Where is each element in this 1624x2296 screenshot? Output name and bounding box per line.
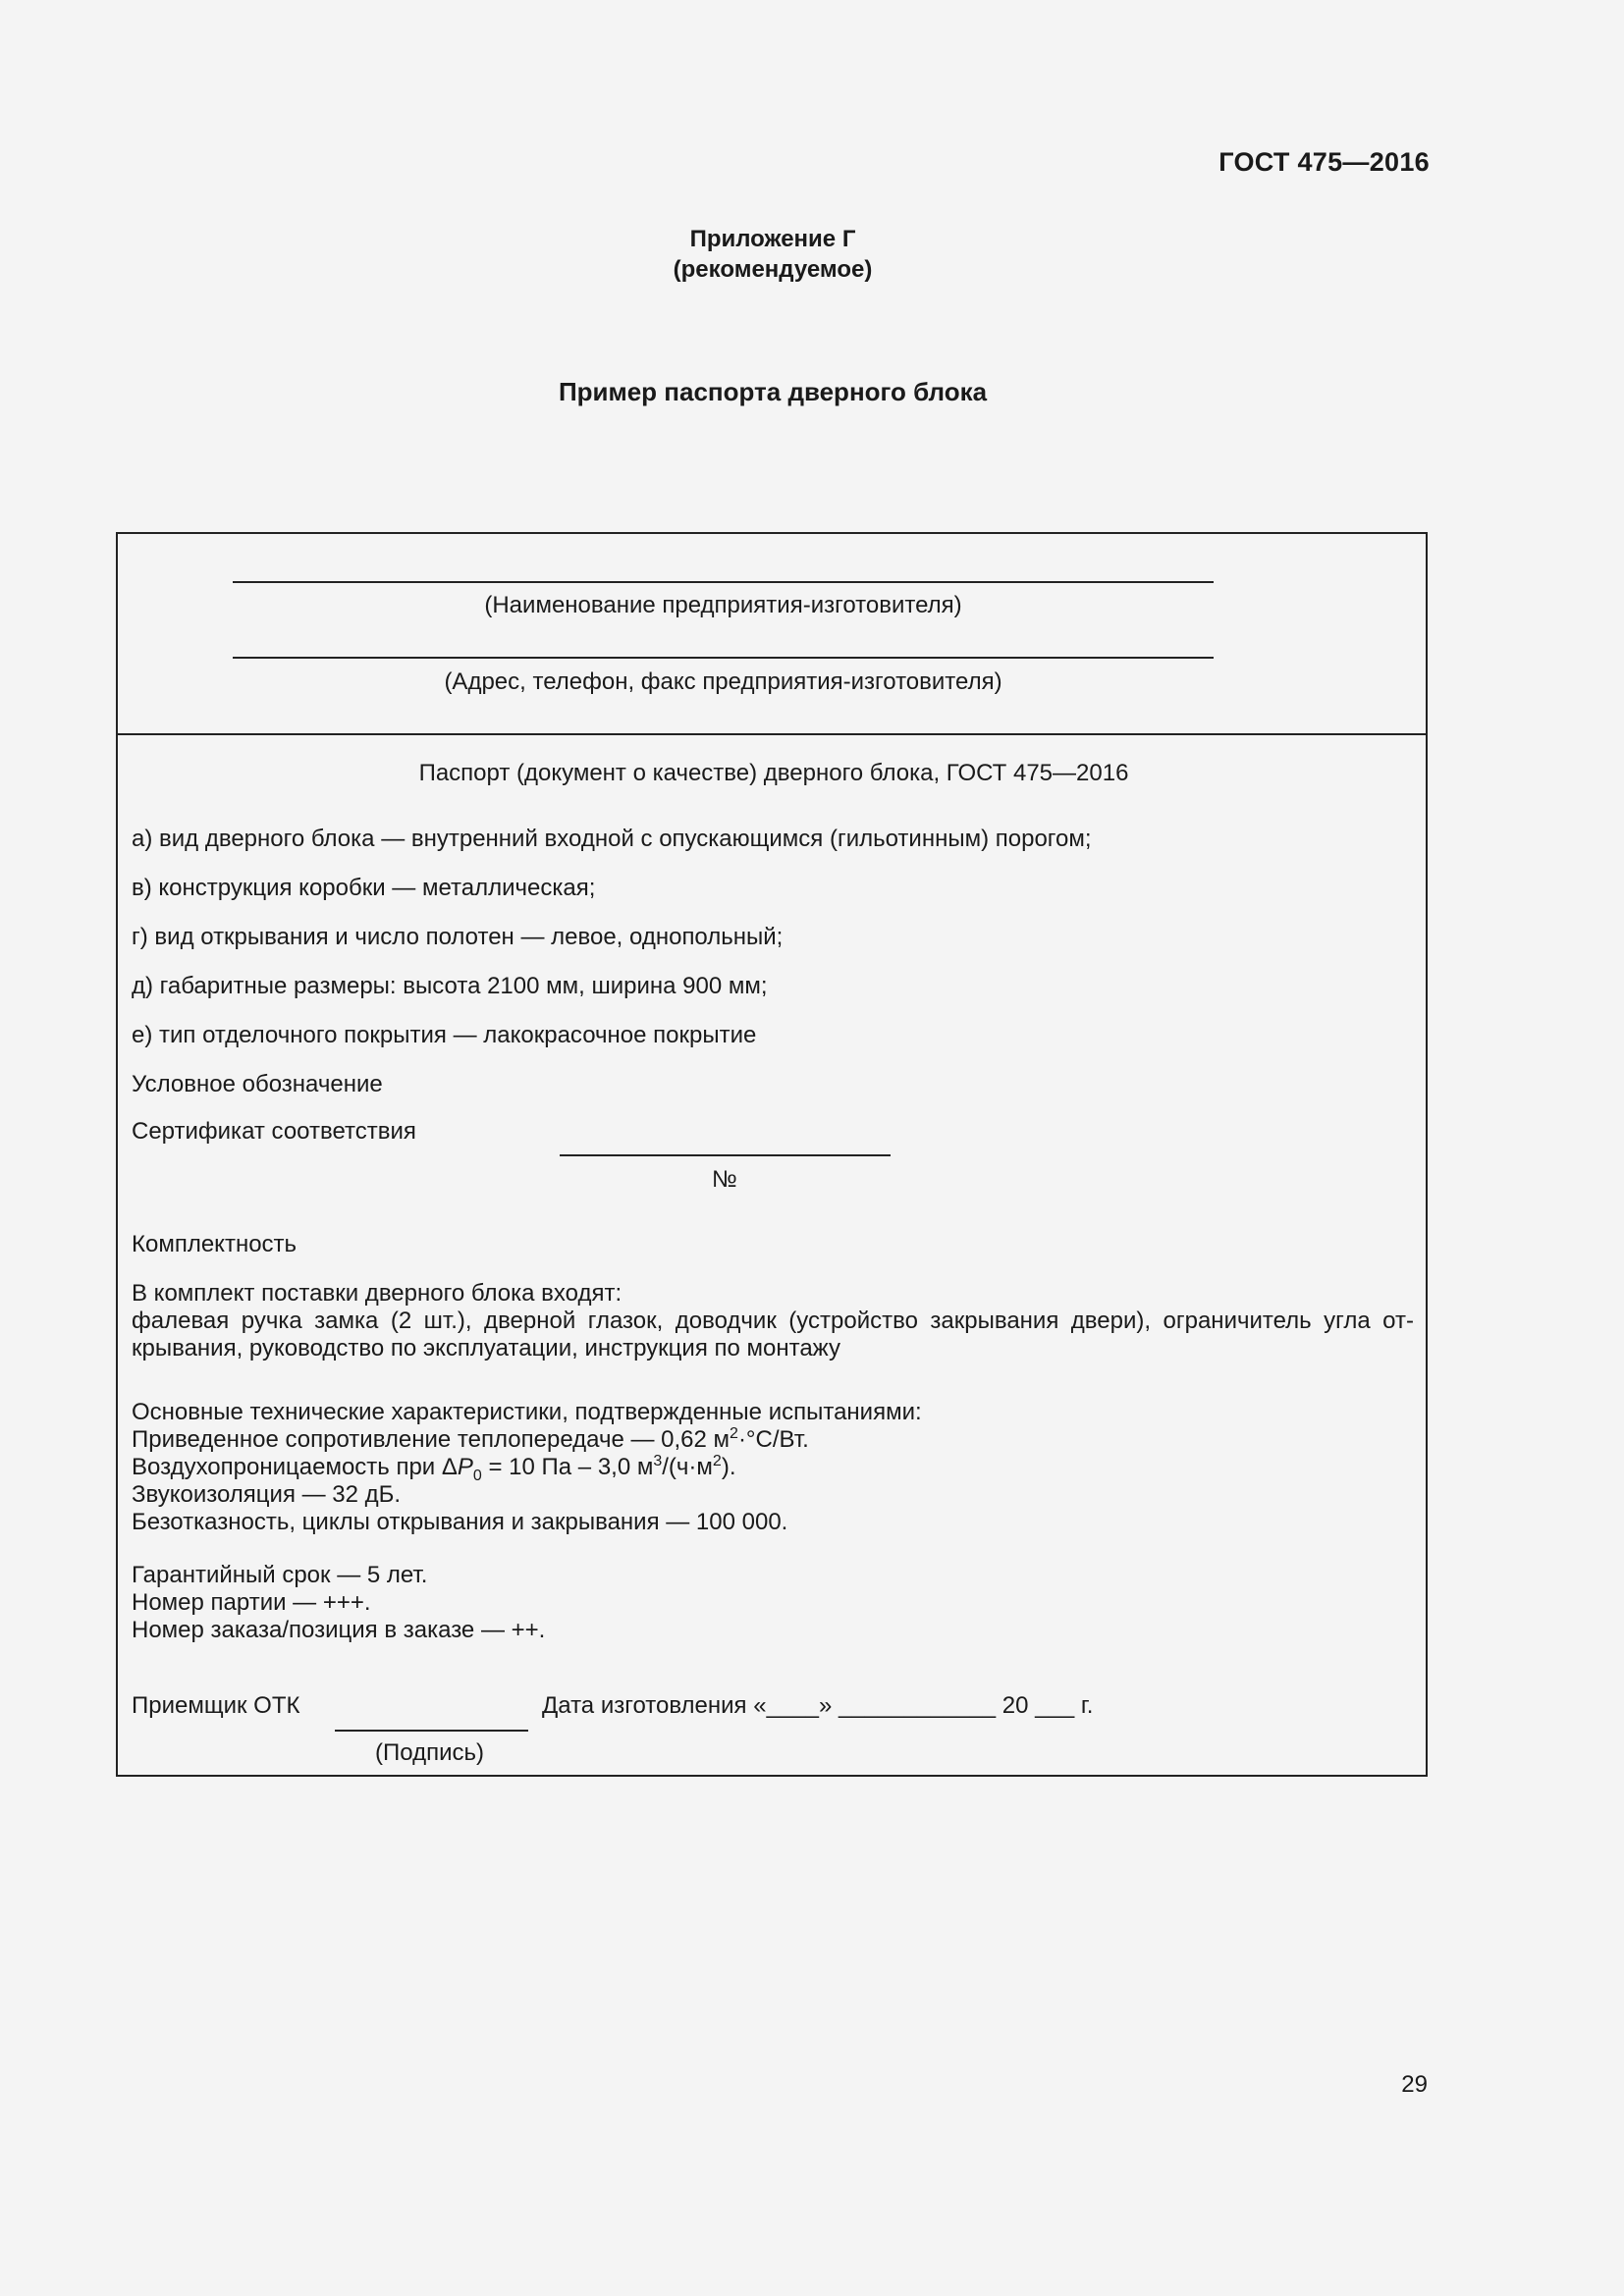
address-line [233, 657, 1214, 659]
order-number: Номер заказа/позиция в заказе — ++. [132, 1617, 546, 1643]
certificate-line [560, 1154, 891, 1156]
signature-line [335, 1730, 528, 1732]
certificate-number-sign: № [712, 1166, 737, 1193]
warranty: Гарантийный срок — 5 лет. [132, 1562, 428, 1588]
kit-items-line2: крывания, руководство по эксплуатации, инструкция по монтажу [132, 1335, 841, 1362]
address-caption: (Адрес, телефон, факс предприятия-изготовителя) [444, 668, 1002, 695]
signature-caption: (Подпись) [375, 1739, 484, 1766]
warranty-block [132, 1562, 1414, 1644]
inspector-label: Приемщик ОТК [132, 1692, 300, 1719]
appendix-status: (рекомендуемое) [673, 256, 873, 283]
kit-block [132, 1280, 1414, 1362]
designation-label: Условное обозначение [132, 1071, 383, 1097]
page-title: Пример паспорта дверного блока [558, 377, 988, 406]
kit-items-line1: фалевая ручка замка (2 шт.), дверной глазок, доводчик (устройство закрывания двери), ограничитель угла от- [132, 1308, 1414, 1334]
appendix-title: Приложение Г [689, 226, 856, 252]
document-code: ГОСТ 475—2016 [1218, 147, 1430, 177]
item-frame-construction: в) конструкция коробки — металлическая; [132, 875, 596, 901]
tech-block [132, 1399, 1414, 1536]
thermal-resistance: Приведенное сопротивление теплопередаче — 0,62 $м^2\cdot^\circ С/Вт$. [132, 1425, 809, 1453]
item-door-type: а) вид дверного блока — внутренний входной с опускающимся (гильотинным) порогом; [132, 826, 1092, 852]
air-permeability: Воздухопроницаемость при $\Delta P_0 = 10$ Па – 3,0 $м^3/(ч\cdot м^2)$. [132, 1453, 736, 1484]
item-dimensions: д) габаритные размеры: высота 2100 мм, ширина 900 мм; [132, 973, 768, 999]
item-finish: е) тип отделочного покрытия — лакокрасочное покрытие [132, 1022, 757, 1048]
manufacturer-name-line [233, 581, 1214, 583]
kit-intro: В комплект поставки дверного блока входят: [132, 1280, 623, 1307]
manufacturer-caption: (Наименование предприятия-изготовителя) [484, 592, 962, 618]
passport-heading: Паспорт (документ о качестве) дверного блока, ГОСТ 475—2016 [418, 760, 1129, 786]
tech-intro: Основные технические характеристики, подтвержденные испытаниями: [132, 1399, 922, 1425]
reliability: Безотказность, циклы открывания и закрывания — 100 000. [132, 1509, 788, 1535]
page-number: 29 [1401, 2071, 1428, 2098]
manufacture-date: Дата изготовления «____» ____________ 20 ___ г. [542, 1692, 1094, 1719]
sound-insulation: Звукоизоляция — 32 дБ. [132, 1481, 402, 1508]
certificate-label: Сертификат соответствия [132, 1118, 416, 1145]
item-opening-type: г) вид открывания и число полотен — левое, однопольный; [132, 924, 784, 950]
form-divider [116, 733, 1428, 735]
batch-number: Номер партии — +++. [132, 1589, 371, 1616]
completeness-label: Комплектность [132, 1231, 298, 1257]
